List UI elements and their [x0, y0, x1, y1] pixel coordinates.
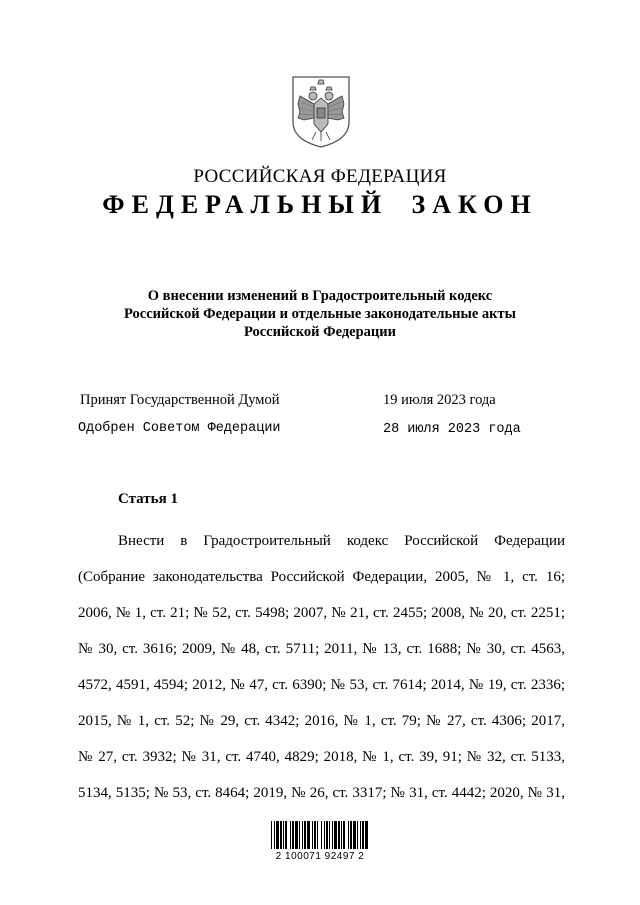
law-title-line: Российской Федерации и отдельные законодательные акты: [124, 306, 516, 322]
russian-coat-of-arms-icon: [290, 74, 352, 150]
article-line: 2006, № 1, ст. 21; № 52, ст. 5498; 2007, № 21, ст. 2455; 2008, № 20, ст. 2251;: [78, 605, 565, 621]
article-line: 4572, 4591, 4594; 2012, № 47, ст. 6390; № 53, ст. 7614; 2014, № 19, ст. 2336;: [78, 677, 565, 693]
law-title: [0, 287, 640, 341]
article-body: [78, 523, 565, 811]
barcode-icon: [270, 821, 368, 849]
law-type: ФЕДЕРАЛЬНЫЙ ЗАКОН: [102, 190, 538, 219]
article-line: Внести в Градостроительный кодекс Российской Федерации: [118, 533, 565, 549]
duma-adoption-label: Принят Государственной Думой: [80, 392, 280, 408]
article-line: 2015, № 1, ст. 52; № 29, ст. 4342; 2016, № 1, ст. 79; № 27, ст. 4306; 2017,: [78, 713, 565, 729]
law-title-line: О внесении изменений в Градостроительный кодекс: [147, 288, 493, 304]
article-line: 5134, 5135; № 53, ст. 8464; 2019, № 26, ст. 3317; № 31, ст. 4442; 2020, № 31,: [78, 785, 565, 801]
council-approval-date: 28 июля 2023 года: [383, 422, 521, 437]
article-line: № 27, ст. 3932; № 31, ст. 4740, 4829; 2018, № 1, ст. 39, 91; № 32, ст. 5133,: [78, 749, 565, 765]
council-approval-label: Одобрен Советом Федерации: [78, 421, 281, 436]
article-line: № 30, ст. 3616; 2009, № 48, ст. 5711; 2011, № 13, ст. 1688; № 30, ст. 4563,: [78, 641, 565, 657]
article-line: (Собрание законодательства Российской Федерации, 2005, № 1, ст. 16;: [78, 569, 565, 585]
duma-adoption-date: 19 июля 2023 года: [383, 392, 496, 408]
country-name: РОССИЙСКАЯ ФЕДЕРАЦИЯ: [193, 166, 447, 187]
article-heading: Статья 1: [118, 491, 178, 507]
law-title-line: Российской Федерации: [243, 324, 396, 340]
barcode-number: 2 100071 92497 2: [275, 851, 365, 862]
